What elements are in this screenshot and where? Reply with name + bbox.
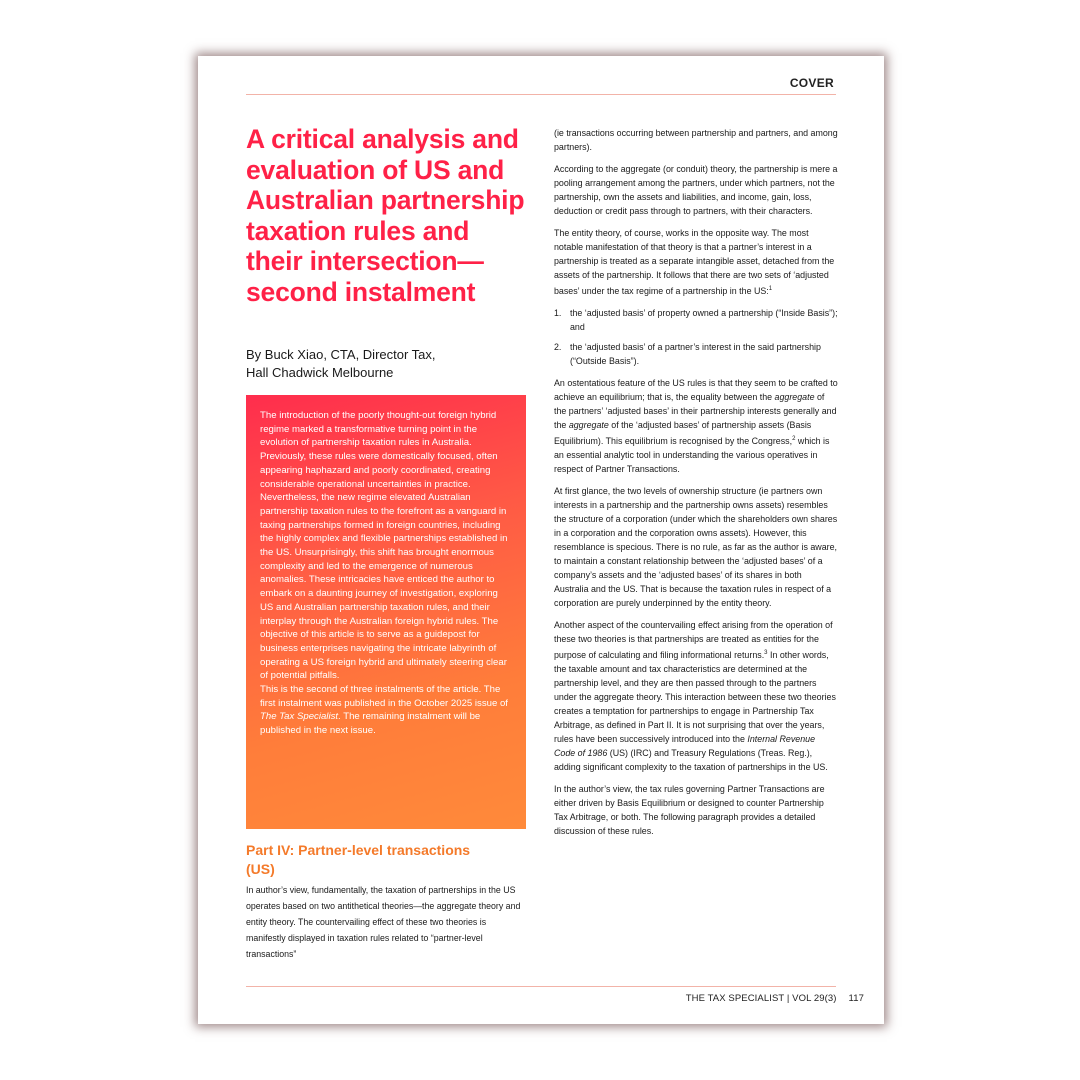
abstract-box — [246, 395, 526, 829]
page-number: 117 — [848, 993, 864, 1004]
abstract-paragraph: The introduction of the poorly thought-out foreign hybrid regime marked a transformative turning point in the evolution of partnership taxation rules in Australia. Previously, these rules were domestically focused, often appearing haphazard and poorly coordinated, creating considerable operational uncertainties in practice. Nevertheless, the new regime elevated Australian partnership taxation rules to the forefront as a vanguard in taxing partnerships formed in foreign countries, including the highly complex and flexible partnerships established in the US. Unsurprisingly, this shift has brought enormous complexity and led to the emergence of numerous anomalies. These intricacies have enticed the author to embark on a daunting journey of investigation, exploring US and Australian partnership taxation rules, and their interplay through the Australian foreign hybrid rules. The objective of this article is to serve as a guidepost for business enterprises navigating the intricate labyrinth of operating a US foreign hybrid and ultimately steering clear of potential pitfalls. — [260, 410, 508, 682]
part-iv-heading: Part IV: Partner-level transactions (US) — [246, 842, 471, 877]
byline-author: By Buck Xiao, CTA, Director Tax, — [246, 347, 436, 362]
body-paragraph: In the author’s view, the tax rules governing Partner Transactions are either driven by Basis Equilibrium or designed to counter Partnership Tax Arbitrage, or both. The following paragraph provides a detailed discussion of these rules. — [554, 783, 825, 836]
page-footer — [686, 993, 864, 1004]
body-paragraph: (ie transactions occurring between partnership and partners, and among partners). — [554, 128, 838, 152]
footer-divider — [246, 986, 836, 987]
footnote-ref: 1 — [768, 286, 773, 292]
footnote-ref: 3 — [764, 649, 768, 656]
publication-info: THE TAX SPECIALIST | VOL 29(3) — [685, 993, 837, 1004]
adjusted-bases-list — [554, 306, 838, 368]
byline-firm: Hall Chadwick Melbourne — [246, 364, 394, 380]
body-paragraph: At first glance, the two levels of ownership structure (ie partners own interests in a partnership and the partnership owns assets) resembles the structure of a corporation (under which the shareholders own shares in a corporation and the corporation owns assets). However, this resemblance is specious. There is no rule, as far as the author is aware, to maintain a constant relationship between the ‘adjusted bases’ of a company’s assets and the ‘adjusted bases’ of its shares in both Australia and the US. That is because the taxation rules in respect of a corporation are purely underpinned by the entity theory. — [554, 485, 838, 608]
list-item: 1. the ‘adjusted basis’ of property owned a partnership (“Inside Basis”); and — [554, 307, 838, 332]
publication-name: The Tax Specialist — [260, 711, 339, 723]
magazine-page — [198, 56, 884, 1024]
header-divider — [246, 94, 836, 95]
part-iv-paragraph: In author’s view, fundamentally, the taxation of partnerships in the US operates based on two antithetical theories—the aggregate theory and entity theory. The countervailing effect of these two theories is manifestly displayed in taxation rules related to “partner-level transactions” — [246, 885, 521, 959]
list-item: 2. the ‘adjusted basis’ of a partner’s interest in the said partnership (“Outside Basis”). — [554, 341, 821, 366]
section-label: COVER — [789, 76, 834, 90]
footnote-ref: 2 — [792, 435, 796, 442]
byline — [246, 346, 506, 381]
right-column — [554, 126, 838, 846]
article-title: A critical analysis and evaluation of US and Australian partnership taxation rules and their intersection—second instalment — [246, 124, 525, 307]
body-paragraph: An ostentatious feature of the US rules is that they seem to be crafted to achieve an equilibrium; that is, the equality between the aggregate of the partners’ ‘adjusted bases’ in their partnership interests generally and the aggregate of the ‘adjusted bases’ of partnership assets (Basis Equilibrium). This equilibrium is recognised by the Congress,$^2$ which is an essential analytic tool in understanding the various operatives in respect of Partner Transactions. — [554, 377, 838, 474]
body-paragraph: The entity theory, of course, works in the opposite way. The most notable manifestation of that theory is that a partner’s interest in a partnership is treated as a separate intangible asset, detached from the assets of the partnership. It follows that there are two sets of ‘adjusted bases’ under the tax regime of a partnership in the US:$^1$ — [554, 228, 835, 296]
instalment-note: This is the second of three instalments of the article. The first instalment was published in the October 2025 issue of The Tax Specialist. The remaining instalment will be published in the next issue. — [260, 684, 508, 737]
body-paragraph: According to the aggregate (or conduit) theory, the partnership is mere a pooling arrangement among the partners, under which partners, not the partnership, own the assets and liabilities, and income, gain, loss, deduction or credit pass through to partners, with their characters. — [554, 164, 838, 216]
body-paragraph: Another aspect of the countervailing effect arising from the operation of these two theories is that partnerships are treated as entities for the purpose of calculating and filing informational returns.$^3$ In other words, the taxable amount and tax characteristics are determined at the partnership level, and they are then passed through to the partners under the aggregate theory. This interaction between these two theories creates a temptation for partnerships to engage in Partnership Tax Arbitrage, as defined in Part II. It is not surprising that over the years, rules have been successively introduced into the Internal Revenue Code of 1986 (US) (IRC) and Treasury Regulations (Treas. Reg.), adding significant complexity to the taxation of partnerships in the US. — [554, 619, 836, 772]
